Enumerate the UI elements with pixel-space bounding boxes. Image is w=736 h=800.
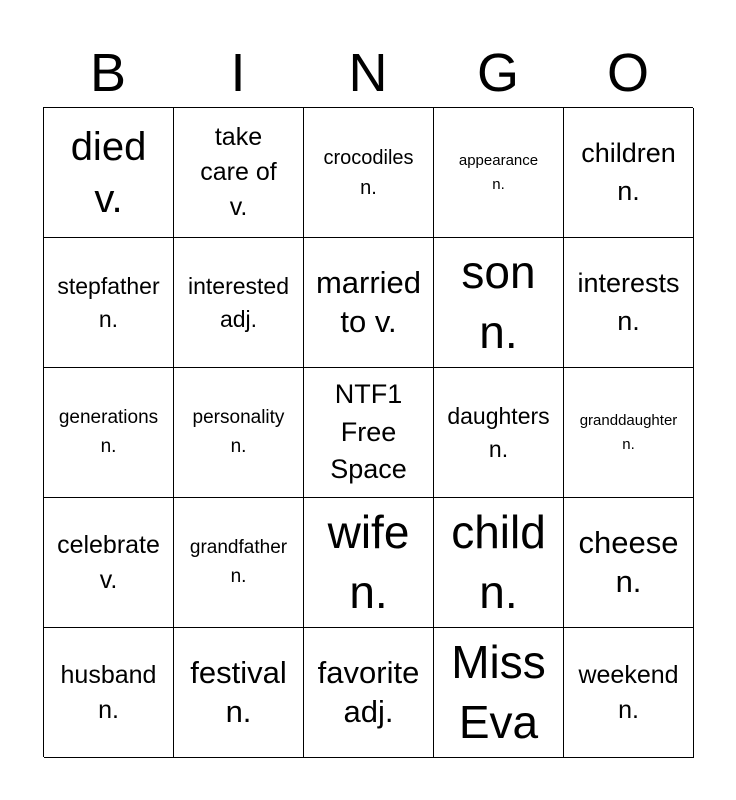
free-space-text: NTF1 Free Space: [330, 378, 407, 485]
cell-text: interested adj.: [187, 273, 289, 332]
cell-text: stepfather n.: [57, 273, 160, 332]
cell-text: granddaughter n.: [579, 411, 678, 453]
cell-text: festival n.: [190, 654, 287, 729]
bingo-cell[interactable]: [564, 628, 694, 758]
cell-text: interests n.: [577, 267, 680, 336]
bingo-cell[interactable]: [174, 238, 304, 368]
cell-text: celebrate v.: [57, 530, 160, 594]
bingo-cell[interactable]: [564, 368, 694, 498]
bingo-cell[interactable]: [434, 368, 564, 498]
cell-text: daughters n.: [447, 403, 550, 462]
bingo-cell[interactable]: [44, 498, 174, 628]
header-letter-o: O: [606, 43, 649, 103]
bingo-cell[interactable]: [564, 108, 694, 238]
bingo-cell[interactable]: [174, 108, 304, 238]
cell-text: favorite adj.: [317, 654, 420, 729]
cell-text: take care of v.: [200, 123, 277, 221]
cell-text: children n.: [581, 137, 676, 206]
bingo-cell[interactable]: [174, 498, 304, 628]
header-letter-g: G: [476, 43, 519, 103]
cell-text: crocodiles n.: [323, 146, 414, 199]
cell-text: child n.: [451, 505, 546, 618]
cell-text: Miss Eva: [451, 635, 546, 748]
bingo-cell[interactable]: [434, 628, 564, 758]
bingo-cell[interactable]: [304, 498, 434, 628]
header-letter-n: N: [348, 43, 388, 103]
bingo-cell[interactable]: [44, 628, 174, 758]
cell-text: weekend n.: [578, 660, 679, 724]
bingo-cell[interactable]: [304, 108, 434, 238]
cell-text: generations n.: [58, 407, 159, 457]
bingo-cell[interactable]: [304, 628, 434, 758]
bingo-cell[interactable]: [434, 108, 564, 238]
bingo-board: [43, 107, 693, 757]
bingo-cell[interactable]: [44, 238, 174, 368]
cell-text: personality n.: [192, 407, 285, 457]
cell-text: cheese n.: [578, 524, 679, 599]
cell-text: wife n.: [327, 505, 410, 618]
bingo-cell[interactable]: [434, 238, 564, 368]
header-letter-i: I: [230, 43, 246, 103]
cell-text: died v.: [70, 124, 147, 221]
bingo-cell[interactable]: [564, 238, 694, 368]
bingo-cell[interactable]: [44, 108, 174, 238]
cell-text: married to v.: [315, 264, 422, 339]
cell-text: son n.: [461, 245, 536, 358]
bingo-cell[interactable]: [174, 628, 304, 758]
header-letter-b: B: [89, 43, 127, 103]
cell-text: appearance n.: [458, 151, 539, 193]
bingo-cell[interactable]: [434, 498, 564, 628]
free-space-cell[interactable]: [304, 368, 434, 498]
bingo-cell[interactable]: [304, 238, 434, 368]
bingo-cell[interactable]: [174, 368, 304, 498]
bingo-header: [43, 40, 693, 106]
cell-text: grandfather n.: [189, 537, 288, 587]
cell-text: husband n.: [60, 660, 157, 724]
bingo-cell[interactable]: [564, 498, 694, 628]
bingo-cell[interactable]: [44, 368, 174, 498]
